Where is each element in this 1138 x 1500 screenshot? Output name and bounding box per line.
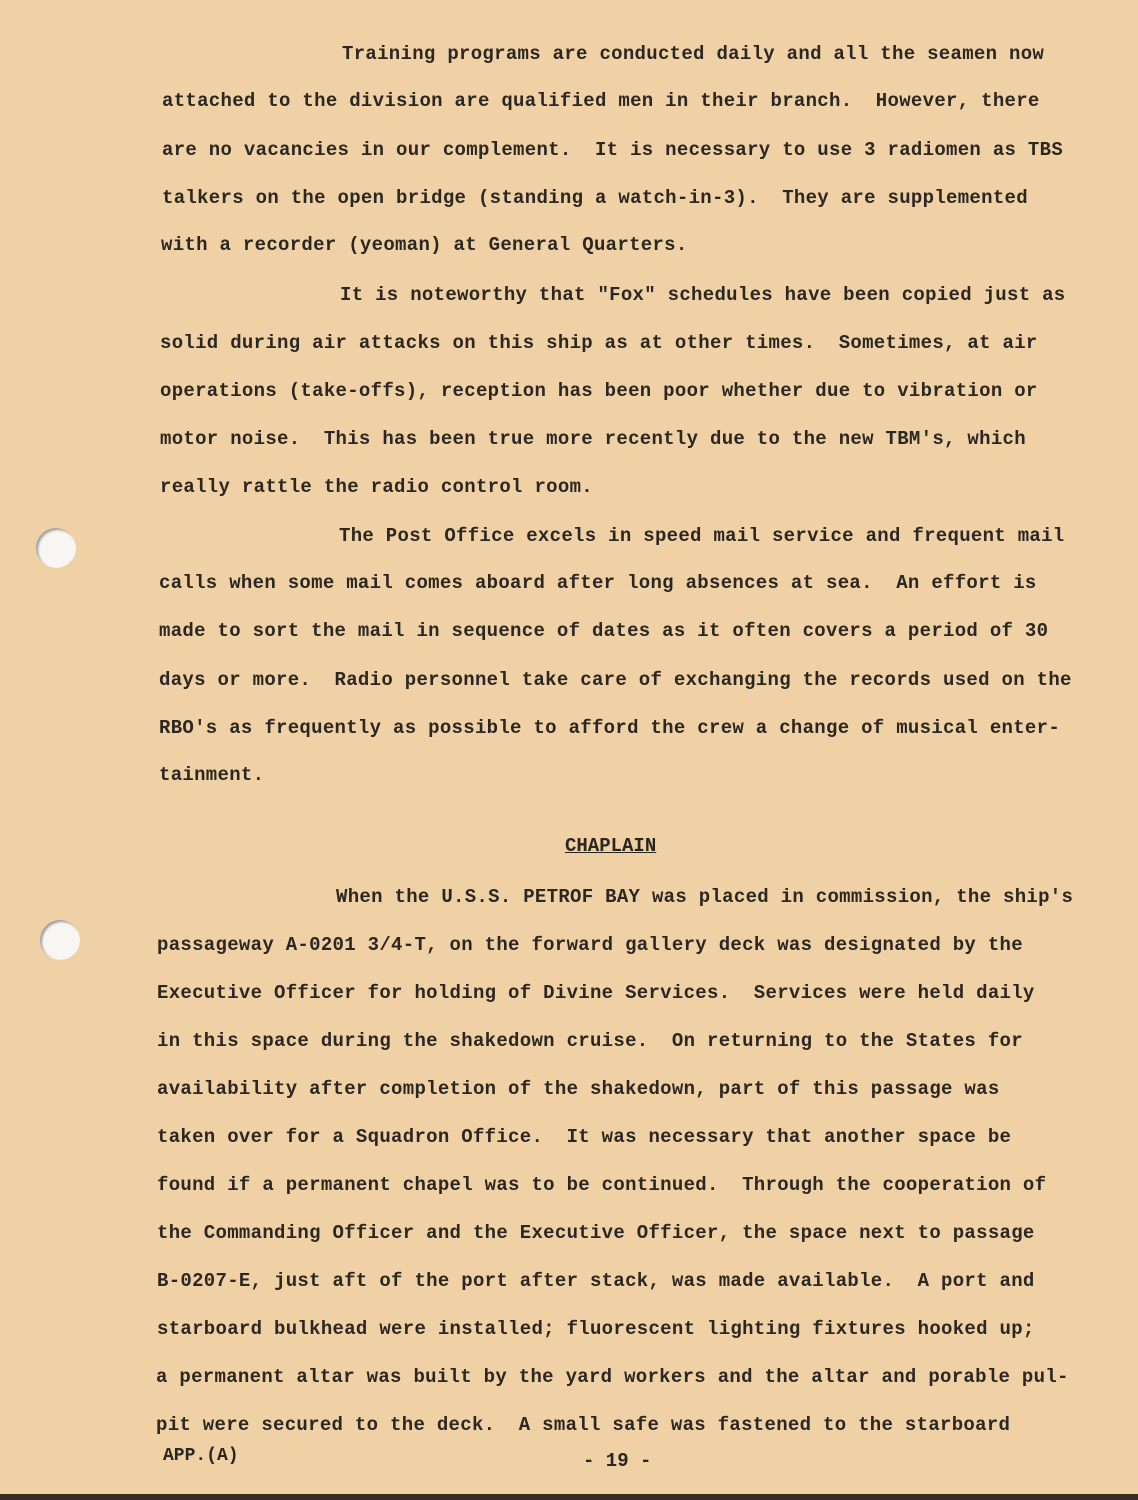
text-line: talkers on the open bridge (standing a watch-in-3). They are supplemented [162, 187, 1028, 209]
appendix-label: APP.(A) [163, 1446, 239, 1466]
text-line: RBO's as frequently as possible to afford the crew a change of musical enter- [159, 717, 1061, 739]
text-line: attached to the division are qualified men in their branch. However, there [162, 90, 1040, 112]
text-line: solid during air attacks on this ship as at other times. Sometimes, at air [160, 332, 1038, 354]
text-line: found if a permanent chapel was to be continued. Through the cooperation of [157, 1174, 1047, 1196]
text-line: The Post Office excels in speed mail service and frequent mail [339, 525, 1065, 547]
text-line: passageway A-0201 3/4-T, on the forward gallery deck was designated by the [157, 934, 1023, 956]
text-line: availability after completion of the shakedown, part of this passage was [157, 1078, 1000, 1100]
punch-hole-top [36, 528, 76, 568]
text-line: Executive Officer for holding of Divine Services. Services were held daily [157, 982, 1035, 1004]
text-line: motor noise. This has been true more recently due to the new TBM's, which [160, 428, 1026, 450]
text-line: tainment. [159, 764, 265, 786]
text-line: Training programs are conducted daily and all the seamen now [342, 43, 1045, 65]
text-line: with a recorder (yeoman) at General Quarters. [161, 234, 688, 256]
text-line: the Commanding Officer and the Executive Officer, the space next to passage [157, 1222, 1035, 1244]
paper-bottom-edge [0, 1494, 1138, 1500]
text-line: in this space during the shakedown cruise. On returning to the States for [157, 1030, 1023, 1052]
text-line: really rattle the radio control room. [160, 476, 593, 498]
section-heading: CHAPLAIN [565, 835, 657, 857]
text-line: a permanent altar was built by the yard workers and the altar and porable pul- [156, 1366, 1069, 1388]
text-line: calls when some mail comes aboard after long absences at sea. An effort is [159, 572, 1037, 594]
text-line: B-0207-E, just aft of the port after stack, was made available. A port and [157, 1270, 1035, 1292]
text-line: are no vacancies in our complement. It is necessary to use 3 radiomen as TBS [162, 139, 1064, 161]
text-line: made to sort the mail in sequence of dates as it often covers a period of 30 [159, 620, 1049, 642]
text-line: When the U.S.S. PETROF BAY was placed in commission, the ship's [336, 886, 1074, 908]
punch-hole-bottom [40, 920, 80, 960]
text-line: operations (take-offs), reception has been poor whether due to vibration or [160, 380, 1038, 402]
text-line: taken over for a Squadron Office. It was necessary that another space be [157, 1126, 1012, 1148]
text-line: starboard bulkhead were installed; fluorescent lighting fixtures hooked up; [157, 1318, 1035, 1340]
text-line: It is noteworthy that "Fox" schedules have been copied just as [340, 284, 1066, 306]
text-line: pit were secured to the deck. A small safe was fastened to the starboard [156, 1414, 1011, 1436]
page-number: - 19 - [583, 1450, 652, 1472]
text-line: days or more. Radio personnel take care of exchanging the records used on the [159, 669, 1072, 691]
